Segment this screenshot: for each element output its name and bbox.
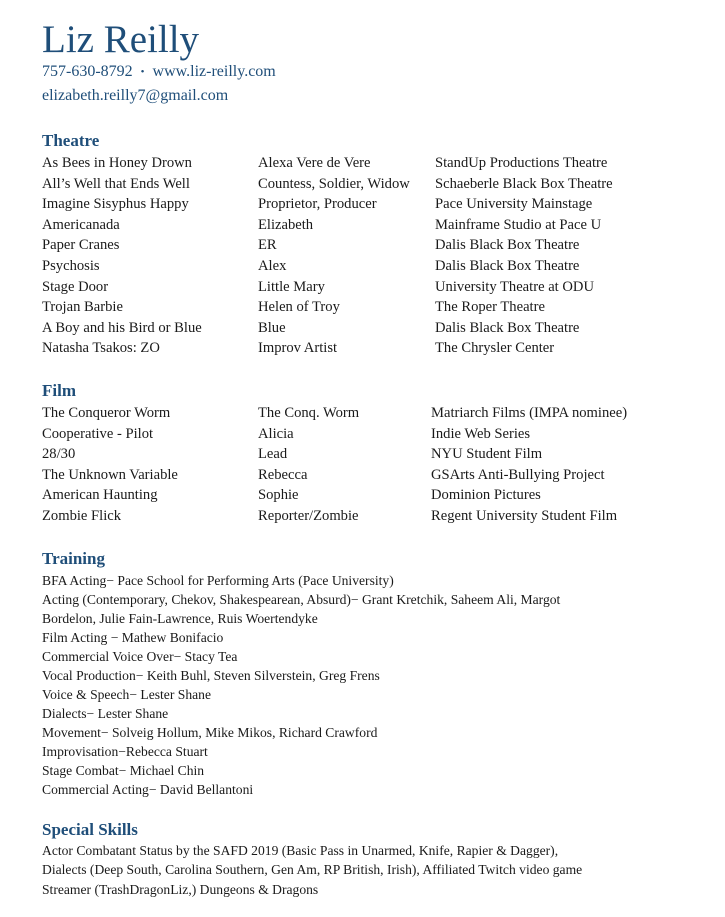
skills-line: Streamer (TrashDragonLiz,) Dungeons & Dragons bbox=[42, 881, 319, 897]
theatre-credit-row bbox=[42, 256, 613, 277]
venue: The Chrysler Center bbox=[435, 340, 555, 357]
theatre-credit-row bbox=[42, 194, 613, 215]
training-line: Dialects− Lester Shane bbox=[42, 705, 169, 721]
theatre-credit-row bbox=[42, 215, 613, 236]
film-credit-row bbox=[42, 506, 627, 527]
training-line: Stage Combat− Michael Chin bbox=[42, 762, 205, 778]
role: Proprietor, Producer bbox=[258, 196, 377, 213]
film-credit-row bbox=[42, 444, 627, 465]
production-title: Cooperative - Pilot bbox=[42, 425, 154, 442]
venue: Regent University Student Film bbox=[431, 507, 618, 524]
training-line: Voice & Speech− Lester Shane bbox=[42, 686, 211, 702]
production-title: Americanada bbox=[42, 216, 120, 233]
production-title: American Haunting bbox=[42, 487, 158, 504]
production-title: Imagine Sisyphus Happy bbox=[42, 196, 189, 213]
role: Rebecca bbox=[258, 466, 308, 483]
venue: Dalis Black Box Theatre bbox=[435, 237, 580, 254]
skills-list bbox=[42, 841, 712, 900]
venue: StandUp Productions Theatre bbox=[435, 155, 608, 171]
training-line: Vocal Production− Keith Buhl, Steven Silverstein, Greg Frens bbox=[42, 667, 380, 683]
website-link[interactable]: www.liz-reilly.com bbox=[152, 63, 276, 80]
training-line: Movement− Solveig Hollum, Mike Mikos, Richard Crawford bbox=[42, 724, 378, 740]
venue: University Theatre at ODU bbox=[435, 278, 594, 295]
venue: Pace University Mainstage bbox=[435, 196, 593, 213]
role: Helen of Troy bbox=[258, 299, 340, 316]
role: Alex bbox=[258, 257, 287, 274]
venue: Dominion Pictures bbox=[431, 487, 541, 504]
skills-section-title: Special Skills bbox=[42, 819, 138, 839]
training-section-title: Training bbox=[42, 548, 105, 568]
venue: Schaeberle Black Box Theatre bbox=[435, 175, 613, 192]
production-title: A Boy and his Bird or Blue bbox=[42, 319, 202, 336]
separator-dot: • bbox=[140, 66, 145, 78]
role: The Conq. Worm bbox=[258, 404, 360, 421]
theatre-credit-row bbox=[42, 277, 613, 298]
production-title: Psychosis bbox=[42, 257, 100, 274]
production-title: Paper Cranes bbox=[42, 237, 120, 254]
film-credit-row bbox=[42, 465, 627, 486]
name-heading: Liz Reilly bbox=[42, 18, 200, 61]
role: Reporter/Zombie bbox=[258, 507, 359, 524]
phone-number: 757-630-8792 bbox=[42, 63, 133, 80]
film-credit-row bbox=[42, 403, 627, 424]
training-line: Film Acting − Mathew Bonifacio bbox=[42, 629, 224, 645]
role: Alexa Vere de Vere bbox=[258, 155, 371, 171]
skills-line: Dialects (Deep South, Carolina Southern, Gen Am, RP British, Irish), Affiliated Twitch video game bbox=[42, 862, 583, 877]
venue: Dalis Black Box Theatre bbox=[435, 319, 580, 336]
venue: NYU Student Film bbox=[431, 446, 543, 463]
production-title: As Bees in Honey Drown bbox=[42, 155, 192, 171]
venue: GSArts Anti-Bullying Project bbox=[431, 466, 605, 483]
role: Little Mary bbox=[258, 278, 325, 295]
film-credit-row bbox=[42, 485, 627, 506]
venue: Mainframe Studio at Pace U bbox=[435, 216, 602, 233]
film-table bbox=[42, 403, 627, 527]
production-title: The Unknown Variable bbox=[42, 466, 178, 483]
skills-line: Actor Combatant Status by the SAFD 2019 (Basic Pass in Unarmed, Knife, Rapier & Dagger), bbox=[42, 842, 559, 858]
film-section-title: Film bbox=[42, 380, 76, 400]
production-title: Zombie Flick bbox=[42, 507, 122, 524]
training-line: BFA Acting− Pace School for Performing Arts (Pace University) bbox=[42, 572, 394, 588]
email-link[interactable]: elizabeth.reilly7@gmail.com bbox=[42, 87, 229, 104]
production-title: Trojan Barbie bbox=[42, 299, 123, 316]
venue: Indie Web Series bbox=[431, 425, 531, 442]
training-list bbox=[42, 571, 712, 799]
venue: Matriarch Films (IMPA nominee) bbox=[431, 404, 628, 421]
venue: The Roper Theatre bbox=[435, 299, 545, 316]
theatre-table bbox=[42, 153, 613, 359]
production-title: 28/30 bbox=[42, 446, 76, 463]
role: Blue bbox=[258, 319, 286, 336]
theatre-credit-row bbox=[42, 297, 613, 318]
role: Elizabeth bbox=[258, 216, 314, 233]
training-line: Improvisation−Rebecca Stuart bbox=[42, 743, 208, 759]
production-title: All’s Well that Ends Well bbox=[42, 175, 190, 192]
theatre-credit-row bbox=[42, 318, 613, 339]
production-title: The Conqueror Worm bbox=[42, 404, 171, 421]
training-line: Acting (Contemporary, Chekov, Shakespearean, Absurd)− Grant Kretchik, Saheem Ali, Margot bbox=[42, 591, 561, 607]
production-title: Natasha Tsakos: ZO bbox=[42, 340, 160, 357]
role: Countess, Soldier, Widow bbox=[258, 175, 410, 192]
role: Sophie bbox=[258, 487, 299, 504]
theatre-credit-row bbox=[42, 153, 613, 174]
role: Alicia bbox=[258, 425, 294, 442]
theatre-credit-row bbox=[42, 174, 613, 195]
training-line: Bordelon, Julie Fain-Lawrence, Ruis Woertendyke bbox=[42, 610, 318, 626]
venue: Dalis Black Box Theatre bbox=[435, 257, 580, 274]
theatre-credit-row bbox=[42, 338, 613, 359]
film-credit-row bbox=[42, 424, 627, 445]
theatre-section-title: Theatre bbox=[42, 131, 100, 150]
contact-line bbox=[42, 60, 712, 84]
training-line: Commercial Acting− David Bellantoni bbox=[42, 781, 254, 797]
resume-page bbox=[42, 18, 712, 899]
role: Lead bbox=[258, 446, 288, 463]
role: Improv Artist bbox=[258, 340, 338, 357]
training-line: Commercial Voice Over− Stacy Tea bbox=[42, 648, 238, 664]
role: ER bbox=[258, 237, 277, 254]
theatre-credit-row bbox=[42, 235, 613, 256]
production-title: Stage Door bbox=[42, 278, 109, 295]
